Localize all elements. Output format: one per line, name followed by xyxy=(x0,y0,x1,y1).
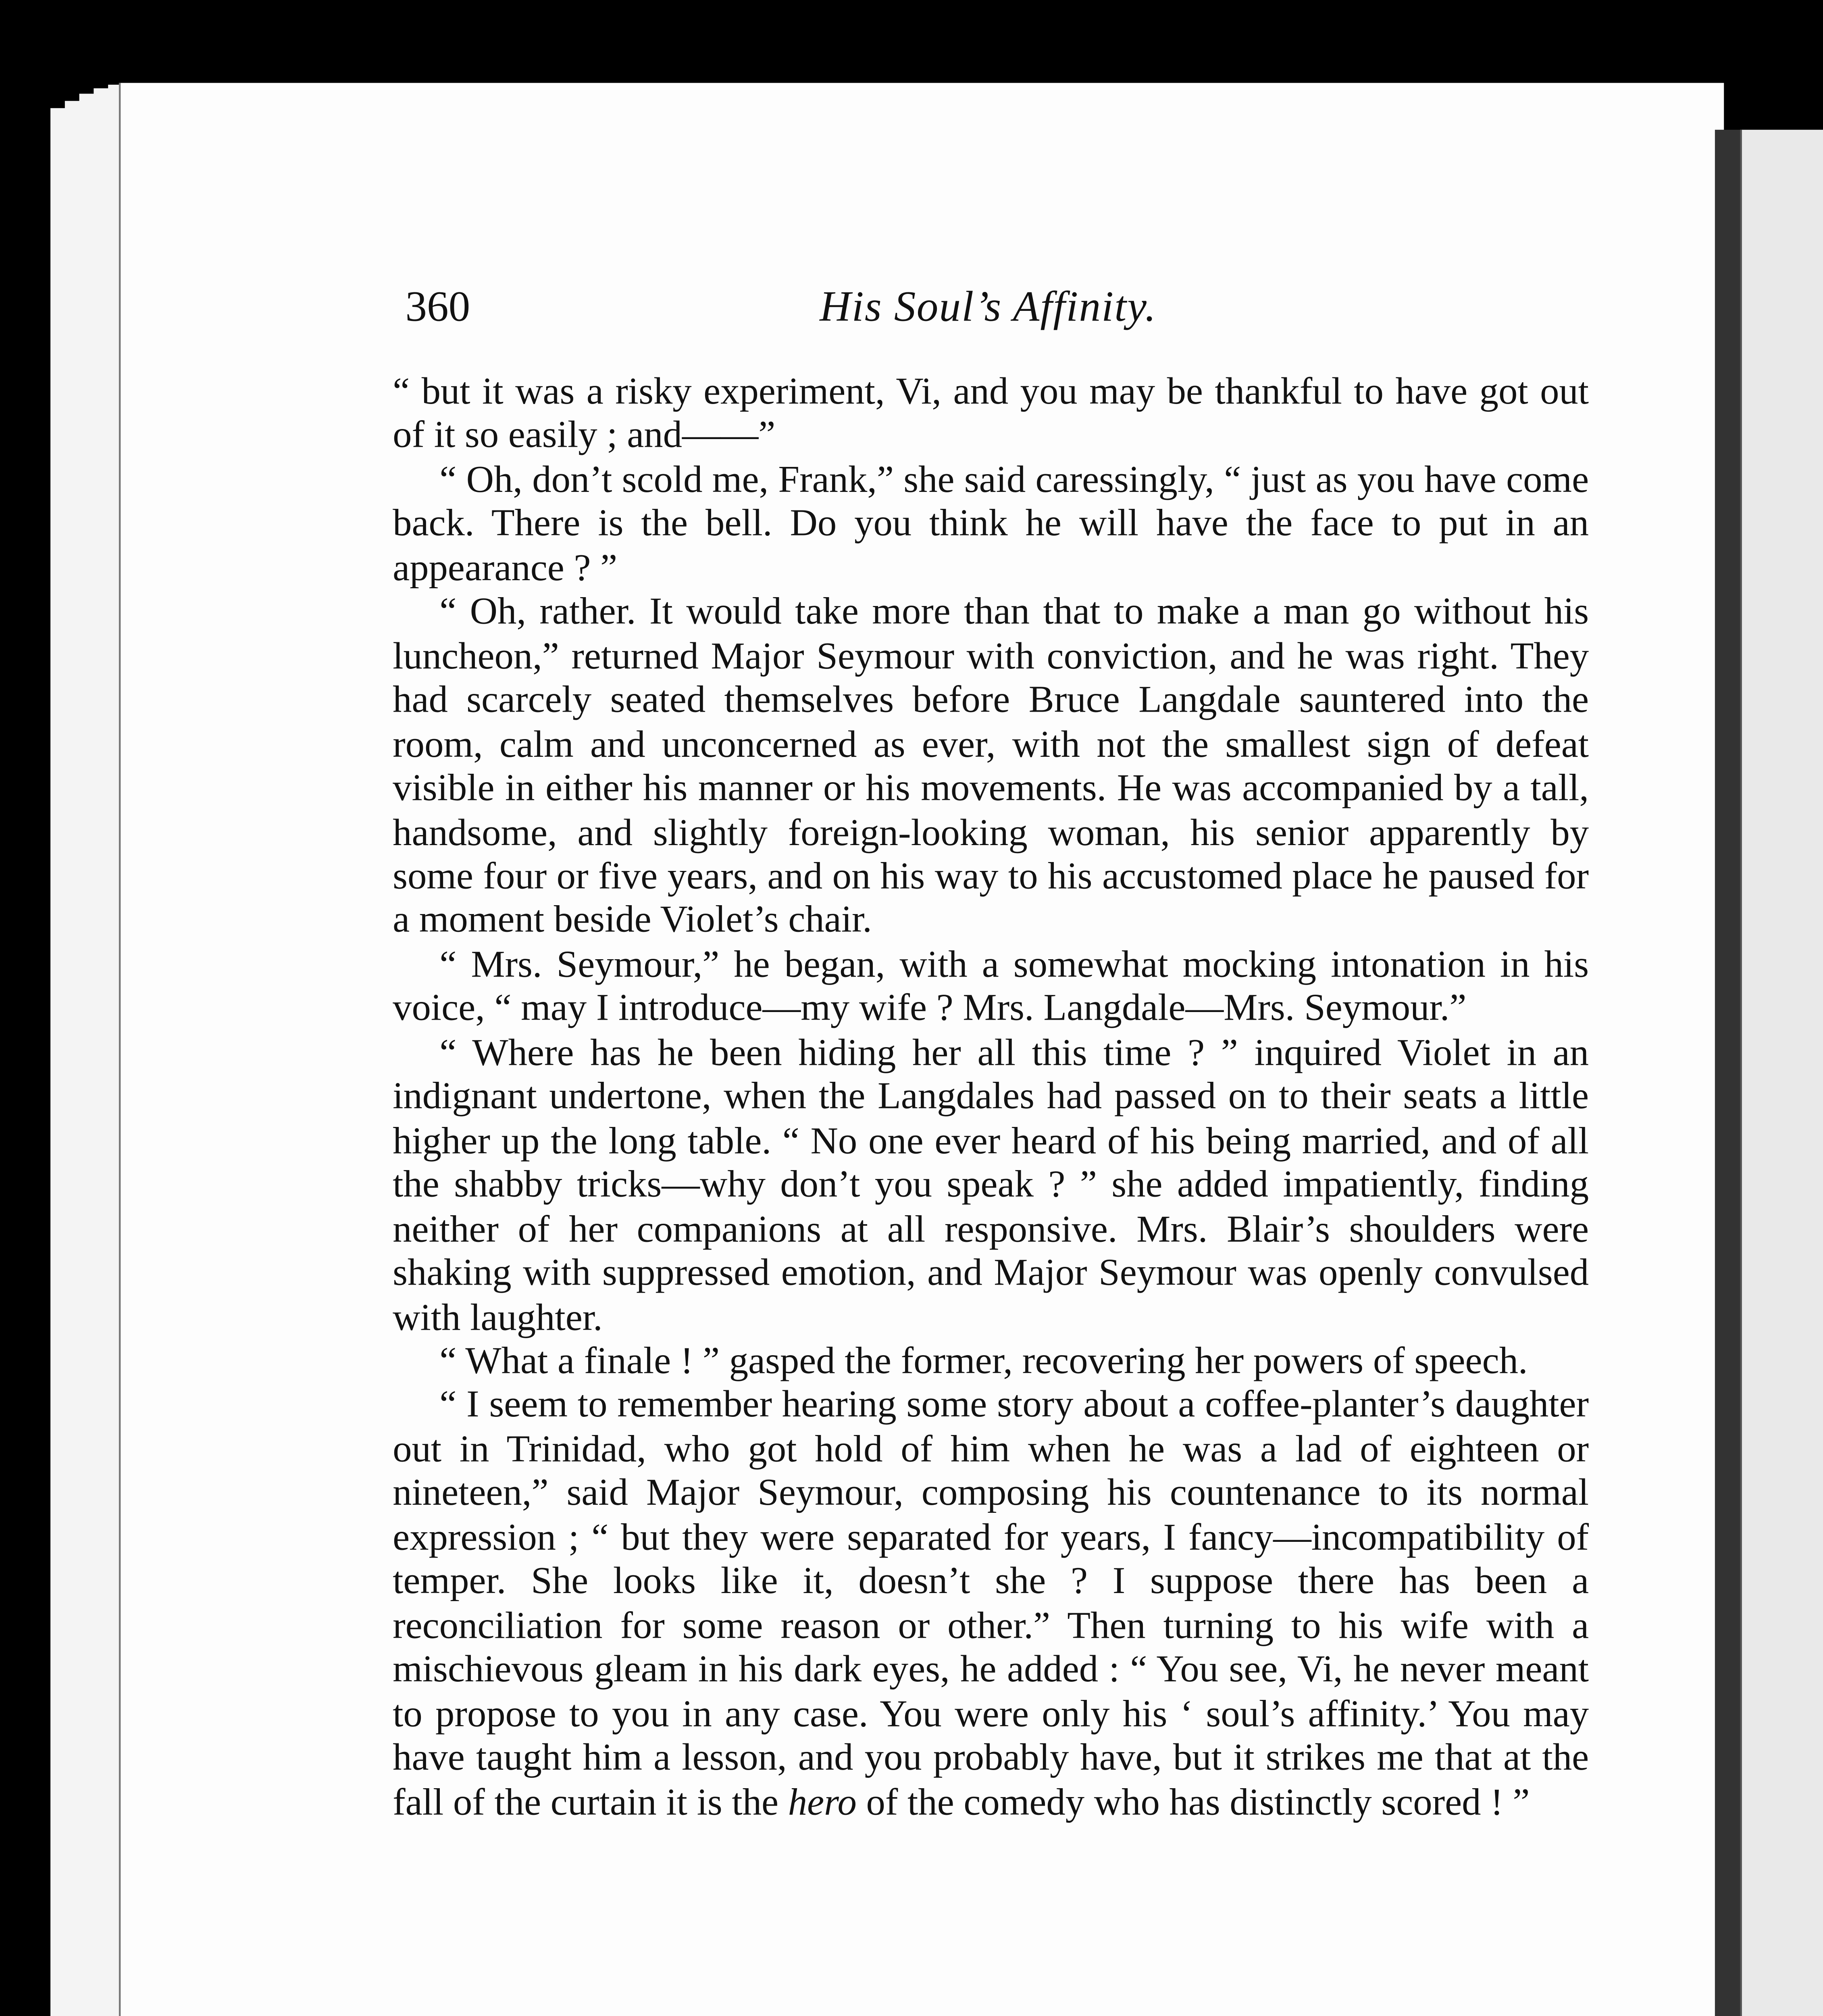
paragraph-text: “ I seem to remember hearing some story about a coffee-planter’s daughter out in Trinidad, who got hold of him when he was a lad of eighteen or nineteen,” said Major Seymour, composing his countenance to its normal expression ; “ but they were separated for years, I fancy—incompatibility of temper. She looks like it, doesn’t she ? I suppose there has been a reconciliation for some reason or other.” Then turning to his wife with a mischievous gleam in his dark eyes, he added : “ You see, Vi, he never meant to propose to you in any case. You were only his ‘ soul’s affinity.’ You may have taught him a lesson, and you probably have, but it strikes me that at the fall of the curtain it is the xyxy=(393,1383,1589,1823)
paragraph xyxy=(393,1031,1589,1339)
italic-text: hero xyxy=(788,1779,857,1823)
facing-page-edge xyxy=(1740,130,1823,2016)
paragraph xyxy=(393,942,1589,1031)
paragraph xyxy=(393,590,1589,942)
paragraph-text: “ but it was a risky experiment, Vi, and you may be thankful to have got out of it so easily ; and——” xyxy=(393,369,1589,457)
paragraph-text: “ Oh, rather. It would take more than that to make a man go without his luncheon,” returned Major Seymour with conviction, and he was right. They had scarcely seated themselves before Bruce Langdale sauntered into the room, calm and unconcerned as ever, with not the smallest sign of defeat visible in either his manner or his movements. He was accompanied by a tall, handsome, and slightly foreign-looking woman, his senior apparently by some four or five years, and on his way to his accustomed place he paused for a moment beside Violet’s chair. xyxy=(393,589,1589,941)
paragraph xyxy=(393,458,1589,590)
page-number: 360 xyxy=(405,285,470,332)
paragraph xyxy=(393,1383,1589,1824)
paragraph xyxy=(393,1339,1589,1383)
paragraph-text: “ What a finale ! ” gasped the former, recovering her powers of speech. xyxy=(439,1339,1528,1382)
paragraph xyxy=(393,369,1589,458)
page-header xyxy=(405,285,1594,346)
paragraph-text: of the comedy who has distinctly scored ! ” xyxy=(856,1779,1530,1823)
running-head: His Soul’s Affinity. xyxy=(820,285,1157,332)
paragraph-text: “ Where has he been hiding her all this time ? ” inquired Violet in an indignant undertone, when the Langdales had passed on to their seats a little higher up the long table. “ No one ever heard of his being married, and of all the shabby tricks—why don’t you speak ? ” she added impatiently, finding neither of her companions at all responsive. Mrs. Blair’s shoulders were shaking with suppressed emotion, and Major Seymour was openly convulsed with laughter. xyxy=(393,1030,1589,1338)
body-text xyxy=(393,369,1589,1824)
paragraph-text: “ Mrs. Seymour,” he began, with a somewhat mocking intonation in his voice, “ may I introduce—my wife ? Mrs. Langdale—Mrs. Seymour.” xyxy=(393,942,1589,1030)
paragraph-text: “ Oh, don’t scold me, Frank,” she said caressingly, “ just as you have come back. There is the bell. Do you think he will have the face to put in an appearance ? ” xyxy=(393,457,1589,589)
binding-shadow xyxy=(1715,130,1740,2016)
